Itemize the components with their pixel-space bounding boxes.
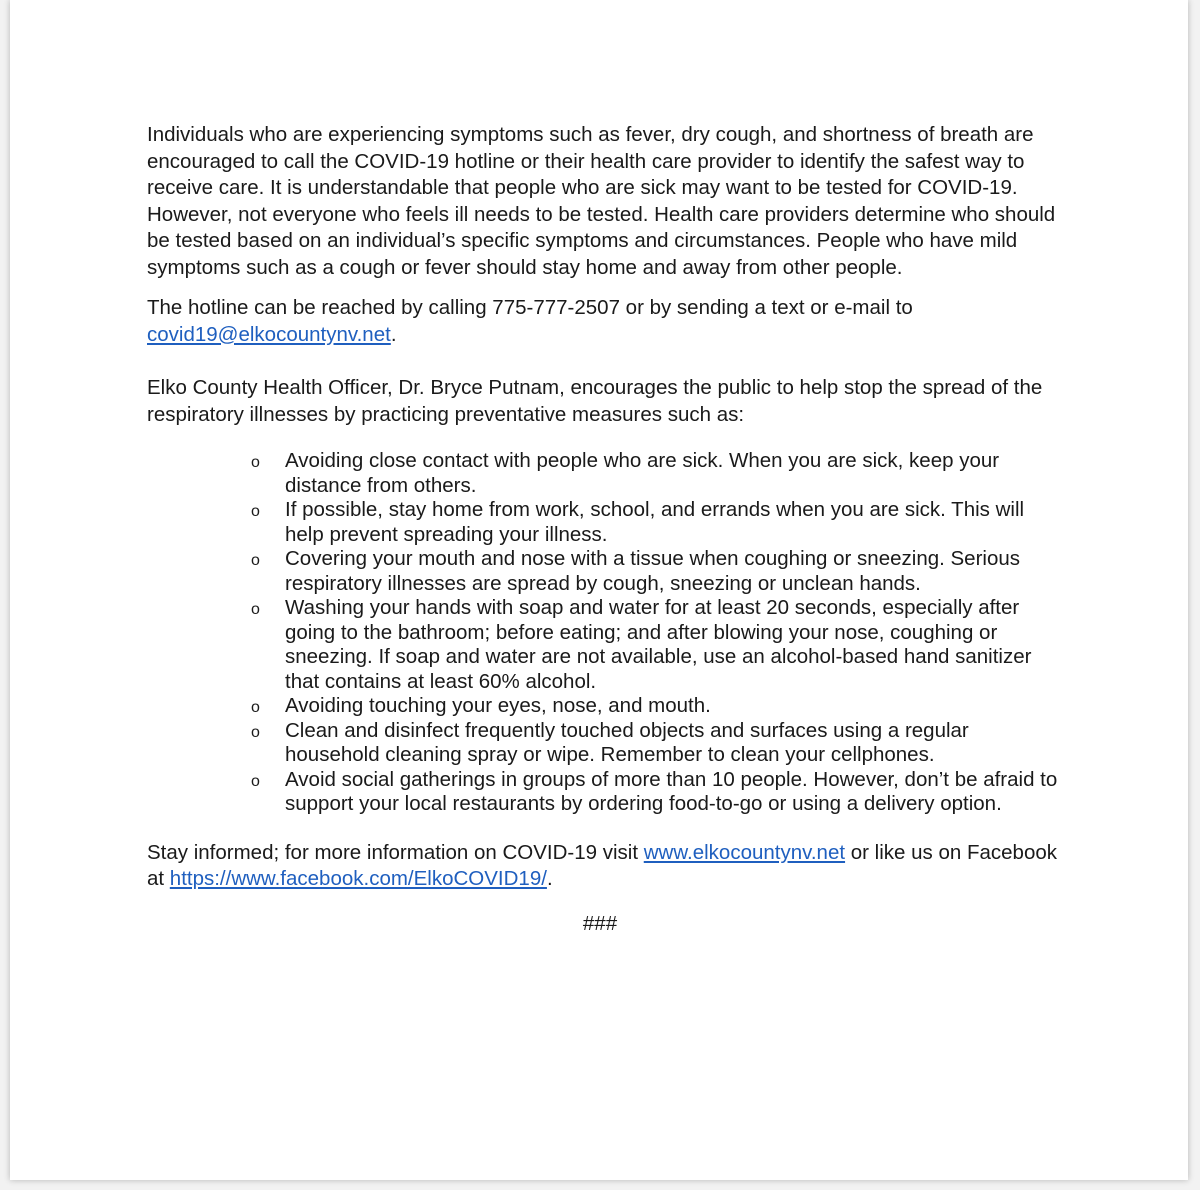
stay-informed-text: Stay informed; for more information on COVID-19 visit: [147, 840, 644, 864]
hotline-text: The hotline can be reached by calling 775-777-2507 or by sending a text or e-mail to: [147, 296, 913, 319]
bullet-icon: o: [251, 552, 260, 569]
end-mark: ###: [582, 911, 618, 935]
preventative-measures-list: [147, 449, 1067, 817]
list-item: [147, 449, 1067, 498]
symptoms-paragraph: Individuals who are experiencing symptoms such as fever, dry cough, and shortness of breath are encouraged to call the COVID-19 hotline or their health care provider to identify the safest way to receive care. It is understandable that people who are sick may want to be tested for COVID-19. However, not everyone who feels ill needs to be tested. Health care providers determine who should be tested based on an individual’s specific symptoms and circumstances. People who have mild symptoms such as a cough or fever should stay home and away from other people.: [147, 123, 1056, 279]
bullet-icon: o: [251, 454, 260, 471]
stay-informed-paragraph: [147, 840, 1067, 893]
closing-period: .: [546, 867, 553, 890]
list-item-text: Clean and disinfect frequently touched objects and surfaces using a regular household cleaning spray or wipe. Remember to clean your cellphones.: [285, 718, 969, 766]
hotline-period: .: [390, 322, 397, 346]
list-item-text: Avoiding close contact with people who are sick. When you are sick, keep your distance from others.: [285, 449, 1000, 497]
list-item-text: Covering your mouth and nose with a tissue when coughing or sneezing. Serious respiratory illnesses are spread by cough, sneezing or unclean hands.: [285, 547, 1021, 595]
health-officer-paragraph: Elko County Health Officer, Dr. Bryce Putnam, encourages the public to help stop the spread of the respiratory illnesses by practicing preventative measures such as:: [147, 376, 1043, 426]
bullet-icon: o: [251, 503, 260, 520]
facebook-link[interactable]: https://www.facebook.com/ElkoCOVID19/: [169, 867, 547, 890]
bullet-icon: o: [251, 699, 260, 716]
document-page: [10, 0, 1188, 1180]
list-item-text: Washing your hands with soap and water for at least 20 seconds, especially after going to the bathroom; before eating; and after blowing your nose, coughing or sneezing. If soap and water are not available, use an alcohol-based hand sanitizer that contains at least 60% alcohol.: [285, 596, 1032, 693]
document-body: [147, 122, 1067, 937]
hotline-email-link[interactable]: covid19@elkocountynv.net: [147, 322, 391, 346]
bullet-icon: o: [251, 601, 260, 618]
list-item: [147, 768, 1067, 817]
list-item-text: If possible, stay home from work, school, and errands when you are sick. This will help prevent spreading your illness.: [285, 498, 1025, 546]
list-item-text: Avoid social gatherings in groups of more than 10 people. However, don’t be afraid to support your local restaurants by ordering food-to-go or using a delivery option.: [285, 767, 1058, 815]
bullet-icon: o: [251, 723, 260, 741]
list-item: [147, 719, 1067, 768]
list-item: [147, 694, 1067, 719]
county-website-link[interactable]: www.elkocountynv.net: [643, 840, 846, 864]
facebook-intro-text: or like us on Facebook at: [147, 840, 1058, 890]
list-item: [147, 498, 1067, 547]
list-item-text: Avoiding touching your eyes, nose, and mouth.: [285, 694, 711, 717]
list-item: [147, 547, 1067, 596]
hotline-paragraph: [147, 295, 1067, 348]
bullet-icon: o: [251, 772, 260, 790]
list-item: [147, 596, 1067, 694]
